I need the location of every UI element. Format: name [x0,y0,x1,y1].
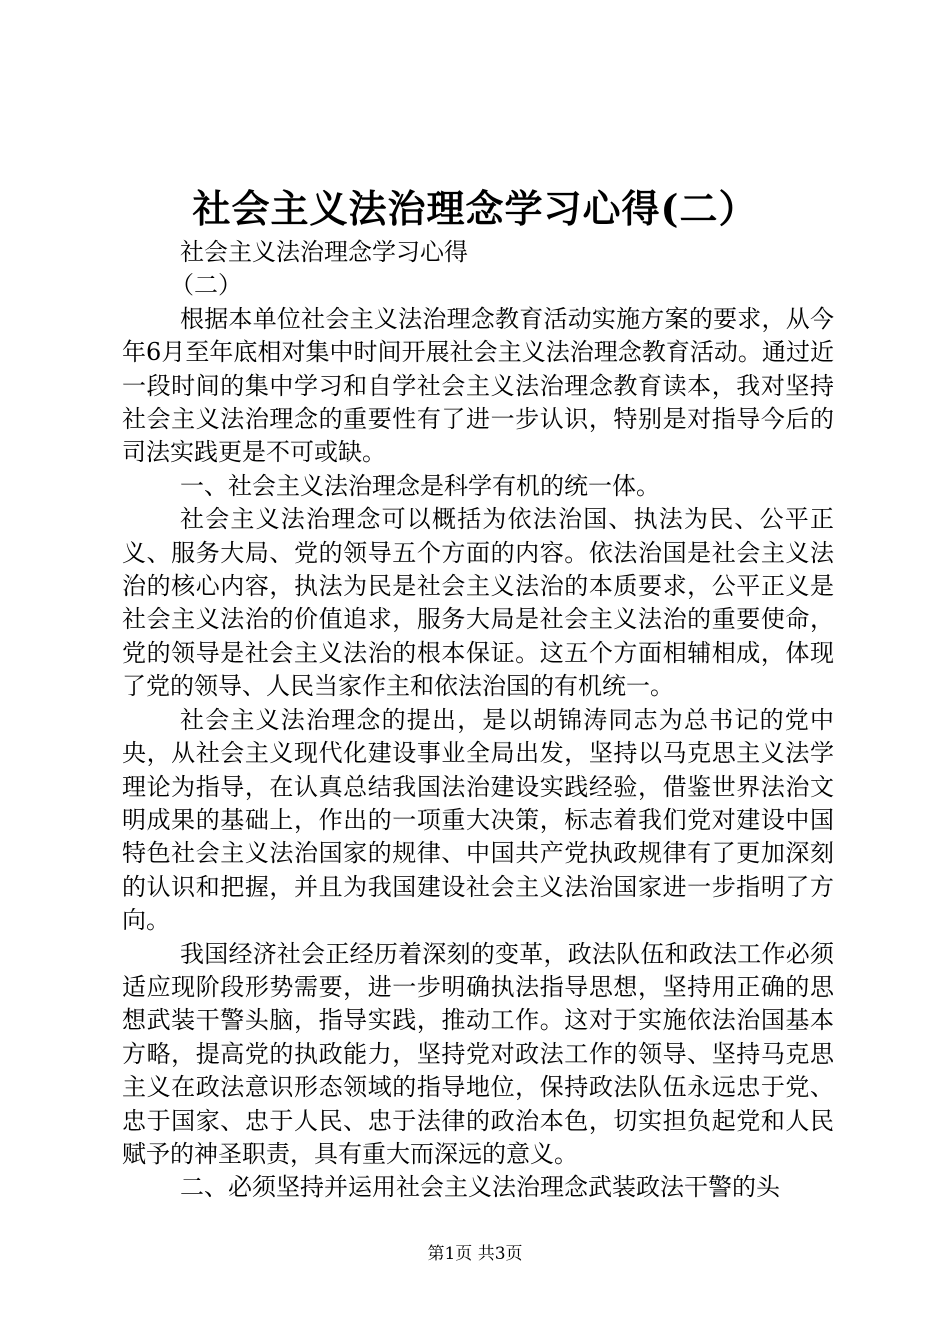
paragraph: 社会主义法治理念可以概括为依法治国、执法为民、公平正义、服务大局、党的领导五个方面的内容。依法治国是社会主义法治的核心内容，执法为民是社会主义法治的本质要求，公平正义是社会主义法治的价值追求，服务大局是社会主义法治的重要使命，党的领导是社会主义法治的根本保证。这五个方面相辅相成，体现了党的领导、人民当家作主和依法治国的有机统一。 [122,505,834,701]
section-heading: 二、必须坚持并运用社会主义法治理念武装政法干警的头 [180,1173,780,1202]
document-title: 社会主义法治理念学习心得(二） [192,186,758,231]
paragraph: 根据本单位社会主义法治理念教育活动实施方案的要求，从今年6月至年底相对集中时间开展社会主义法治理念教育活动。通过近一段时间的集中学习和自学社会主义法治理念教育读本，我对坚持社会主义法治理念的重要性有了进一步认识，特别是对指导今后的司法实践更是不可或缺。 [122,304,834,467]
paragraph: 我国经济社会正经历着深刻的变革，政法队伍和政法工作必须适应现阶段形势需要，进一步明确执法指导思想，坚持用正确的思想武装干警头脑，指导实践，推动工作。这对于实施依法治国基本方略，提高党的执政能力，坚持党对政法工作的领导、坚持马克思主义在政法意识形态领域的指导地位，保持政法队伍永远忠于党、忠于国家、忠于人民、忠于法律的政治本色，切实担负起党和人民赋予的神圣职责，具有重大而深远的意义。 [122,939,834,1168]
document-subtitle: 社会主义法治理念学习心得 [180,238,468,266]
document-body [122,236,834,1205]
document-subtitle-number: （二） [170,271,242,300]
section-heading: 一、社会主义法治理念是科学有机的统一体。 [180,471,660,500]
paragraph: 社会主义法治理念的提出，是以胡锦涛同志为总书记的党中央，从社会主义现代化建设事业全局出发，坚持以马克思主义法学理论为指导，在认真总结我国法治建设实践经验，借鉴世界法治文明成果的基础上，作出的一项重大决策，标志着我们党对建设中国特色社会主义法治国家的规律、中国共产党执政规律有了更加深刻的认识和把握，并且为我国建设社会主义法治国家进一步指明了方向。 [122,705,834,935]
page-number-footer: 第1页 共3页 [427,1244,523,1264]
